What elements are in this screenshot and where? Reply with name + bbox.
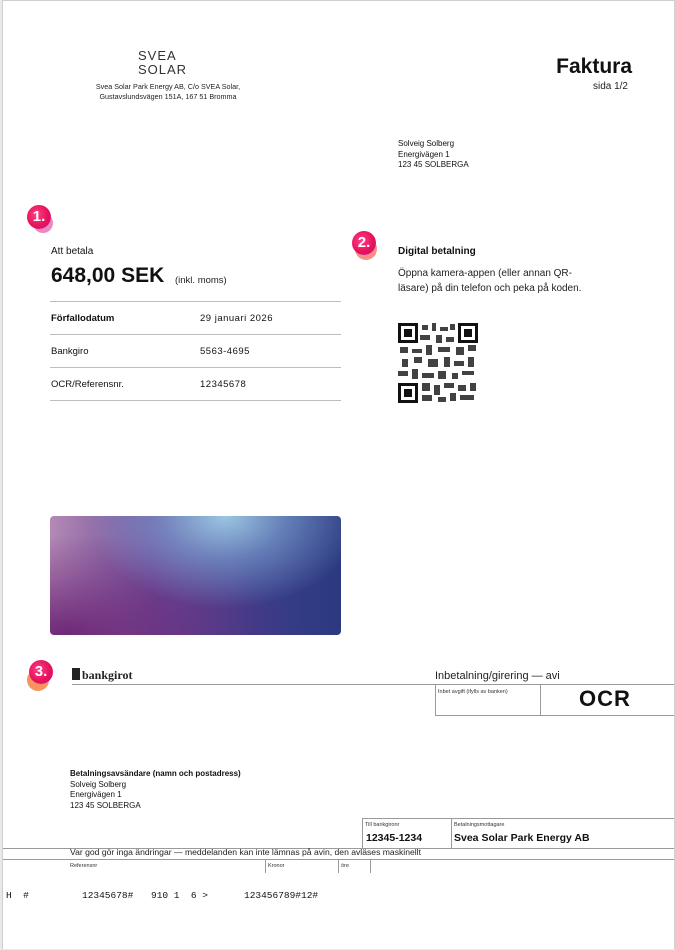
svea-solar-logo: [138, 49, 198, 77]
receiver-name: Svea Solar Park Energy AB: [454, 832, 590, 844]
step-1-badge: 1.: [27, 205, 51, 229]
bankgirot-name: bankgirot: [82, 668, 133, 682]
ocr-reference-value: 12345678: [200, 378, 247, 390]
slip-divider: [370, 859, 371, 873]
step-2-badge: 2.: [352, 231, 376, 255]
ocr-line-reference: 12345678#: [82, 890, 134, 901]
slip-divider: [72, 684, 674, 685]
ocr-reference-label: OCR/Referensnr.: [51, 378, 124, 390]
bankgiro-label: Bankgiro: [51, 345, 89, 357]
document-title: Faktura: [556, 55, 632, 78]
slip-divider: [540, 684, 541, 715]
payer-heading: Betalningsavsändare (namn och postadress): [70, 769, 241, 778]
slip-divider: [435, 684, 436, 715]
slip-divider: [362, 818, 363, 848]
fee-label: Inbet avgift (ifylls av banken): [438, 689, 508, 695]
payer-city: 123 45 SOLBERGA: [70, 800, 141, 810]
digital-payment-title: Digital betalning: [398, 246, 476, 257]
logo-line2: SOLAR: [138, 62, 188, 77]
digital-payment-instructions: Öppna kamera-appen (eller annan QR-läsare) på din telefon och peka på koden.: [398, 268, 582, 294]
to-bankgiro-label: Till bankgironr: [365, 822, 400, 828]
kronor-column-label: Kronor: [268, 863, 285, 869]
sender-address: [63, 82, 273, 102]
recipient-address: [398, 139, 469, 171]
receiver-label: Betalningsmottagare: [454, 822, 505, 828]
to-bankgiro-number: 12345-1234: [366, 832, 423, 844]
qr-code-icon[interactable]: [398, 323, 478, 403]
payer-name: Solveig Solberg: [70, 779, 127, 789]
invoice-page: [2, 0, 675, 949]
bankgiro-value: 5563-4695: [200, 345, 250, 357]
decorative-gradient-card: [50, 516, 341, 635]
amount-due: 648,00 SEK: [51, 264, 165, 287]
step-3-badge: 3.: [29, 660, 53, 684]
payer-block: [70, 769, 241, 811]
due-date-value: 29 januari 2026: [200, 312, 273, 324]
bankgirot-mark-icon: [72, 668, 80, 680]
ocr-line-start: H #: [6, 890, 29, 901]
bankgirot-logo: [72, 668, 132, 683]
slip-divider: [451, 818, 452, 848]
page-indicator: sida 1/2: [592, 81, 628, 92]
ocr-line-account: 123456789#12#: [244, 890, 319, 901]
payment-info-table: [50, 301, 341, 401]
recipient-name: Solveig Solberg: [398, 139, 455, 148]
ore-column-label: öre: [341, 863, 349, 869]
sender-address-line2: Gustavslundsvägen 151A, 167 51 Bromma: [99, 92, 237, 101]
slip-divider: [265, 859, 266, 873]
payer-street: Energivägen 1: [70, 790, 122, 799]
sender-address-line1: Svea Solar Park Energy AB, C/o SVEA Solar,: [95, 82, 241, 91]
due-date-label: Förfallodatum: [51, 312, 115, 324]
ocr-line-amount: 910 1 6 >: [151, 890, 209, 901]
reference-column-label: Referensnr: [70, 863, 98, 869]
amount-vat-note: (inkl. moms): [175, 275, 227, 286]
amount-label: Att betala: [51, 246, 94, 257]
ocr-heading: OCR: [579, 686, 631, 711]
recipient-city: 123 45 SOLBERGA: [398, 160, 469, 169]
logo-line1: SVEA: [138, 48, 177, 63]
slip-notice: Var god gör inga ändringar — meddelanden kan inte lämnas på avin, den avläses maskinellt: [70, 847, 421, 857]
recipient-street: Energivägen 1: [398, 149, 450, 159]
slip-divider: [338, 859, 339, 873]
table-row: [50, 368, 341, 401]
slip-divider: [362, 818, 674, 819]
slip-divider: [435, 715, 674, 716]
table-row: [50, 302, 341, 335]
table-row: [50, 335, 341, 368]
slip-title: Inbetalning/girering — avi: [435, 670, 560, 682]
